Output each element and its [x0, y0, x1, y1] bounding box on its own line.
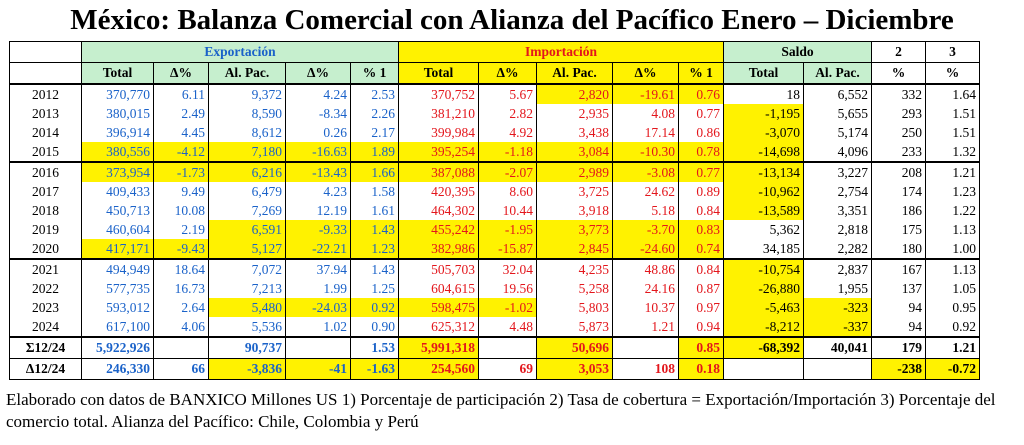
table-cell: 24.16	[613, 279, 679, 298]
table-cell: 0.84	[679, 201, 724, 220]
table-cell: 5,258	[537, 279, 613, 298]
table-cell: 5,536	[209, 317, 286, 337]
subheader-2: Al. Pac.	[209, 63, 286, 85]
page-title: México: Balanza Comercial con Alianza del Pacífico Enero – Diciembre	[70, 4, 954, 36]
table-cell: 593,012	[82, 298, 154, 317]
table-cell: -13.43	[286, 162, 351, 182]
table-cell: 7,213	[209, 279, 286, 298]
table-cell: 5,991,318	[399, 337, 479, 359]
table-cell: 420,395	[399, 182, 479, 201]
table-cell: 16.73	[154, 279, 209, 298]
table-cell: 0.95	[926, 298, 980, 317]
table-cell: 0.86	[679, 123, 724, 142]
subheader-7: Al. Pac.	[537, 63, 613, 85]
table-cell: -22.21	[286, 239, 351, 259]
table-cell: 0.92	[351, 298, 399, 317]
table-cell: 4.48	[479, 317, 537, 337]
table-cell: 4,096	[804, 142, 872, 162]
table-cell	[613, 337, 679, 359]
table-row	[10, 220, 980, 239]
table-cell: 2,845	[537, 239, 613, 259]
sum-row	[10, 337, 980, 359]
subheader-5: Total	[399, 63, 479, 85]
table-cell: 464,302	[399, 201, 479, 220]
table-cell: 1.21	[926, 162, 980, 182]
table-cell: -5,463	[724, 298, 804, 317]
table-row	[10, 201, 980, 220]
table-cell: 1.02	[286, 317, 351, 337]
table-cell: -1.63	[351, 359, 399, 380]
table-cell: 370,752	[399, 84, 479, 104]
table-cell: 0.26	[286, 123, 351, 142]
table-cell: 8,612	[209, 123, 286, 142]
table-cell: 5,174	[804, 123, 872, 142]
table-cell: 604,615	[399, 279, 479, 298]
table-cell: 1.05	[926, 279, 980, 298]
table-cell: 254,560	[399, 359, 479, 380]
table-cell: 1.13	[926, 220, 980, 239]
table-cell: 598,475	[399, 298, 479, 317]
table-cell: 1.32	[926, 142, 980, 162]
table-cell: 5.67	[479, 84, 537, 104]
table-cell: 69	[479, 359, 537, 380]
row-label: 2023	[10, 298, 82, 317]
table-cell: 417,171	[82, 239, 154, 259]
table-cell: 2,282	[804, 239, 872, 259]
table-cell: 7,180	[209, 142, 286, 162]
table-cell: 3,084	[537, 142, 613, 162]
table-cell: 250	[872, 123, 926, 142]
table-cell: 2,837	[804, 259, 872, 279]
table-cell: 381,210	[399, 104, 479, 123]
table-cell: 37.94	[286, 259, 351, 279]
table-cell: 0.78	[679, 142, 724, 162]
table-cell: -24.03	[286, 298, 351, 317]
table-cell: 7,072	[209, 259, 286, 279]
table-cell: 108	[613, 359, 679, 380]
exportacion-header: Exportación	[82, 42, 399, 63]
table-cell: 4.45	[154, 123, 209, 142]
subheader-6: Δ%	[479, 63, 537, 85]
table-cell: 494,949	[82, 259, 154, 279]
table-cell: 90,737	[209, 337, 286, 359]
table-cell: 1.53	[351, 337, 399, 359]
table-cell: 332	[872, 84, 926, 104]
table-cell: 7,269	[209, 201, 286, 220]
table-cell: 167	[872, 259, 926, 279]
row-label: 2020	[10, 239, 82, 259]
table-cell: 10.37	[613, 298, 679, 317]
table-cell: -1.95	[479, 220, 537, 239]
table-cell: 4.24	[286, 84, 351, 104]
table-cell: 3,438	[537, 123, 613, 142]
table-cell: 1.13	[926, 259, 980, 279]
table-cell: 94	[872, 317, 926, 337]
table-cell: 293	[872, 104, 926, 123]
importacion-header: Importación	[399, 42, 724, 63]
table-cell	[804, 359, 872, 380]
table-cell: 175	[872, 220, 926, 239]
table-cell: 2,935	[537, 104, 613, 123]
table-cell: 625,312	[399, 317, 479, 337]
table-cell: 1.43	[351, 220, 399, 239]
group-header-row	[10, 42, 980, 63]
table-row	[10, 259, 980, 279]
table-cell: 6.11	[154, 84, 209, 104]
table-cell	[286, 337, 351, 359]
table-cell: 186	[872, 201, 926, 220]
table-cell: 6,552	[804, 84, 872, 104]
table-cell: 2.82	[479, 104, 537, 123]
subheader-8: Δ%	[613, 63, 679, 85]
table-cell: 0.92	[926, 317, 980, 337]
table-cell: 0.76	[679, 84, 724, 104]
table-cell: 396,914	[82, 123, 154, 142]
table-cell: -3.70	[613, 220, 679, 239]
table-cell: 66	[154, 359, 209, 380]
table-cell: 24.62	[613, 182, 679, 201]
col2-header: 2	[872, 42, 926, 63]
table-cell: 208	[872, 162, 926, 182]
table-cell: 0.84	[679, 259, 724, 279]
table-cell: -19.61	[613, 84, 679, 104]
table-cell: -1,195	[724, 104, 804, 123]
table-cell: 0.77	[679, 104, 724, 123]
row-label: 2017	[10, 182, 82, 201]
table-cell: 0.85	[679, 337, 724, 359]
table-cell: 2.64	[154, 298, 209, 317]
table-cell: -2.07	[479, 162, 537, 182]
table-cell: 1.99	[286, 279, 351, 298]
table-cell: 94	[872, 298, 926, 317]
table-row	[10, 182, 980, 201]
table-cell: 1.89	[351, 142, 399, 162]
table-cell: -323	[804, 298, 872, 317]
table-cell: 2.53	[351, 84, 399, 104]
table-cell: 4.08	[613, 104, 679, 123]
table-cell: -337	[804, 317, 872, 337]
table-cell: 174	[872, 182, 926, 201]
table-cell: 5,655	[804, 104, 872, 123]
table-cell: 0.89	[679, 182, 724, 201]
table-cell: -13,134	[724, 162, 804, 182]
table-cell: -41	[286, 359, 351, 380]
table-cell: 0.94	[679, 317, 724, 337]
table-cell: 3,773	[537, 220, 613, 239]
table-cell: 0.74	[679, 239, 724, 259]
subheader-0: Total	[82, 63, 154, 85]
table-cell: 395,254	[399, 142, 479, 162]
table-cell	[724, 359, 804, 380]
table-cell: 0.90	[351, 317, 399, 337]
table-cell: 2,820	[537, 84, 613, 104]
table-row	[10, 162, 980, 182]
table-cell: 6,479	[209, 182, 286, 201]
table-cell: 3,918	[537, 201, 613, 220]
table-cell: 2,989	[537, 162, 613, 182]
table-cell: -9.43	[154, 239, 209, 259]
row-label: 2024	[10, 317, 82, 337]
table-cell: 8.60	[479, 182, 537, 201]
col3-header: 3	[926, 42, 980, 63]
table-cell: 137	[872, 279, 926, 298]
table-cell: -4.12	[154, 142, 209, 162]
table-cell: 577,735	[82, 279, 154, 298]
table-cell: 18	[724, 84, 804, 104]
table-cell: 19.56	[479, 279, 537, 298]
table-cell: 505,703	[399, 259, 479, 279]
table-cell: 1,955	[804, 279, 872, 298]
table-cell: 5,922,926	[82, 337, 154, 359]
subheader-row	[10, 63, 980, 85]
table-cell: 6,216	[209, 162, 286, 182]
table-cell: 0.97	[679, 298, 724, 317]
trade-balance-table	[9, 41, 980, 380]
table-cell: 1.43	[351, 259, 399, 279]
saldo-header: Saldo	[724, 42, 872, 63]
table-cell: 380,015	[82, 104, 154, 123]
row-label: 2022	[10, 279, 82, 298]
table-cell: 409,433	[82, 182, 154, 201]
table-cell: 370,770	[82, 84, 154, 104]
table-cell: 34,185	[724, 239, 804, 259]
subheader-1: Δ%	[154, 63, 209, 85]
table-cell: 1.23	[351, 239, 399, 259]
table-cell: 380,556	[82, 142, 154, 162]
table-cell: 2.49	[154, 104, 209, 123]
table-cell: 1.66	[351, 162, 399, 182]
table-cell: 2.17	[351, 123, 399, 142]
table-cell: -10,754	[724, 259, 804, 279]
table-cell: -9.33	[286, 220, 351, 239]
table-cell: -3.08	[613, 162, 679, 182]
table-cell: 5,362	[724, 220, 804, 239]
table-cell: 1.51	[926, 104, 980, 123]
table-cell: 399,984	[399, 123, 479, 142]
table-cell: 373,954	[82, 162, 154, 182]
table-cell: 5,480	[209, 298, 286, 317]
table-cell: 0.87	[679, 279, 724, 298]
table-cell: 4.23	[286, 182, 351, 201]
table-cell: 617,100	[82, 317, 154, 337]
table-cell	[154, 337, 209, 359]
row-label: Σ12/24	[10, 337, 82, 359]
table-cell: -10,962	[724, 182, 804, 201]
table-cell: 1.00	[926, 239, 980, 259]
table-cell: -16.63	[286, 142, 351, 162]
table-cell: 10.44	[479, 201, 537, 220]
table-cell: 1.21	[613, 317, 679, 337]
table-cell: 6,591	[209, 220, 286, 239]
table-cell: 1.22	[926, 201, 980, 220]
source-note: Elaborado con datos de BANXICO Millones US 1) Porcentaje de participación 2) Tasa de cobertura = Exportación/Importación 3) Porcentaje del comercio total. Alianza del Pacífico: Chile, Colombia y Perú	[6, 390, 996, 431]
table-cell: -26,880	[724, 279, 804, 298]
subheader-12: %	[872, 63, 926, 85]
table-cell: 9,372	[209, 84, 286, 104]
delta-row	[10, 359, 980, 380]
table-cell: 3,351	[804, 201, 872, 220]
row-label: 2013	[10, 104, 82, 123]
table-cell: 382,986	[399, 239, 479, 259]
table-cell	[479, 337, 537, 359]
table-cell: -8.34	[286, 104, 351, 123]
table-cell: 1.64	[926, 84, 980, 104]
row-label: 2012	[10, 84, 82, 104]
table-cell: 2,818	[804, 220, 872, 239]
table-cell: 9.49	[154, 182, 209, 201]
table-cell: -1.18	[479, 142, 537, 162]
table-cell: 450,713	[82, 201, 154, 220]
corner-cell	[10, 42, 82, 63]
table-cell: -1.02	[479, 298, 537, 317]
table-cell: 233	[872, 142, 926, 162]
subheader-11: Al. Pac.	[804, 63, 872, 85]
table-cell: 1.21	[926, 337, 980, 359]
table-cell: 32.04	[479, 259, 537, 279]
row-label: 2015	[10, 142, 82, 162]
table-cell: -1.73	[154, 162, 209, 182]
row-label: Δ12/24	[10, 359, 82, 380]
table-cell: 4.06	[154, 317, 209, 337]
table-cell: 3,227	[804, 162, 872, 182]
table-cell: 5,873	[537, 317, 613, 337]
table-cell: 18.64	[154, 259, 209, 279]
table-row	[10, 142, 980, 162]
table-cell: 180	[872, 239, 926, 259]
table-cell: 50,696	[537, 337, 613, 359]
table-cell: -14,698	[724, 142, 804, 162]
table-cell: 1.58	[351, 182, 399, 201]
table-cell: 1.51	[926, 123, 980, 142]
table-cell: 1.23	[926, 182, 980, 201]
table-cell: 2,754	[804, 182, 872, 201]
corner-cell	[10, 63, 82, 85]
subheader-10: Total	[724, 63, 804, 85]
table-cell: -3,070	[724, 123, 804, 142]
table-cell: 5.18	[613, 201, 679, 220]
table-cell: 17.14	[613, 123, 679, 142]
table-cell: -13,589	[724, 201, 804, 220]
table-cell: 1.25	[351, 279, 399, 298]
row-label: 2016	[10, 162, 82, 182]
row-label: 2019	[10, 220, 82, 239]
table-cell: 455,242	[399, 220, 479, 239]
table-cell: 8,590	[209, 104, 286, 123]
table-cell: -68,392	[724, 337, 804, 359]
subheader-4: % 1	[351, 63, 399, 85]
table-cell: 387,088	[399, 162, 479, 182]
table-row	[10, 279, 980, 298]
table-row	[10, 317, 980, 337]
table-cell: -238	[872, 359, 926, 380]
table-row	[10, 298, 980, 317]
table-cell: 12.19	[286, 201, 351, 220]
table-cell: 3,053	[537, 359, 613, 380]
table-row	[10, 123, 980, 142]
table-cell: 2.19	[154, 220, 209, 239]
table-cell: 1.61	[351, 201, 399, 220]
table-cell: 0.83	[679, 220, 724, 239]
subheader-13: %	[926, 63, 980, 85]
table-cell: 4.92	[479, 123, 537, 142]
row-label: 2018	[10, 201, 82, 220]
table-cell: -10.30	[613, 142, 679, 162]
table-cell: -24.60	[613, 239, 679, 259]
table-cell: -8,212	[724, 317, 804, 337]
table-cell: 10.08	[154, 201, 209, 220]
subheader-3: Δ%	[286, 63, 351, 85]
row-label: 2021	[10, 259, 82, 279]
table-cell: 246,330	[82, 359, 154, 380]
table-cell: 179	[872, 337, 926, 359]
table-cell: 0.18	[679, 359, 724, 380]
row-label: 2014	[10, 123, 82, 142]
table-cell: 40,041	[804, 337, 872, 359]
table-cell: 5,803	[537, 298, 613, 317]
table-cell: 4,235	[537, 259, 613, 279]
table-cell: 460,604	[82, 220, 154, 239]
subheader-9: % 1	[679, 63, 724, 85]
table-row	[10, 104, 980, 123]
table-cell: 2.26	[351, 104, 399, 123]
table-cell: 5,127	[209, 239, 286, 259]
table-row	[10, 239, 980, 259]
table-cell: -0.72	[926, 359, 980, 380]
table-cell: 0.77	[679, 162, 724, 182]
table-cell: 48.86	[613, 259, 679, 279]
table-cell: 3,725	[537, 182, 613, 201]
table-cell: -3,836	[209, 359, 286, 380]
table-cell: -15.87	[479, 239, 537, 259]
table-row	[10, 84, 980, 104]
